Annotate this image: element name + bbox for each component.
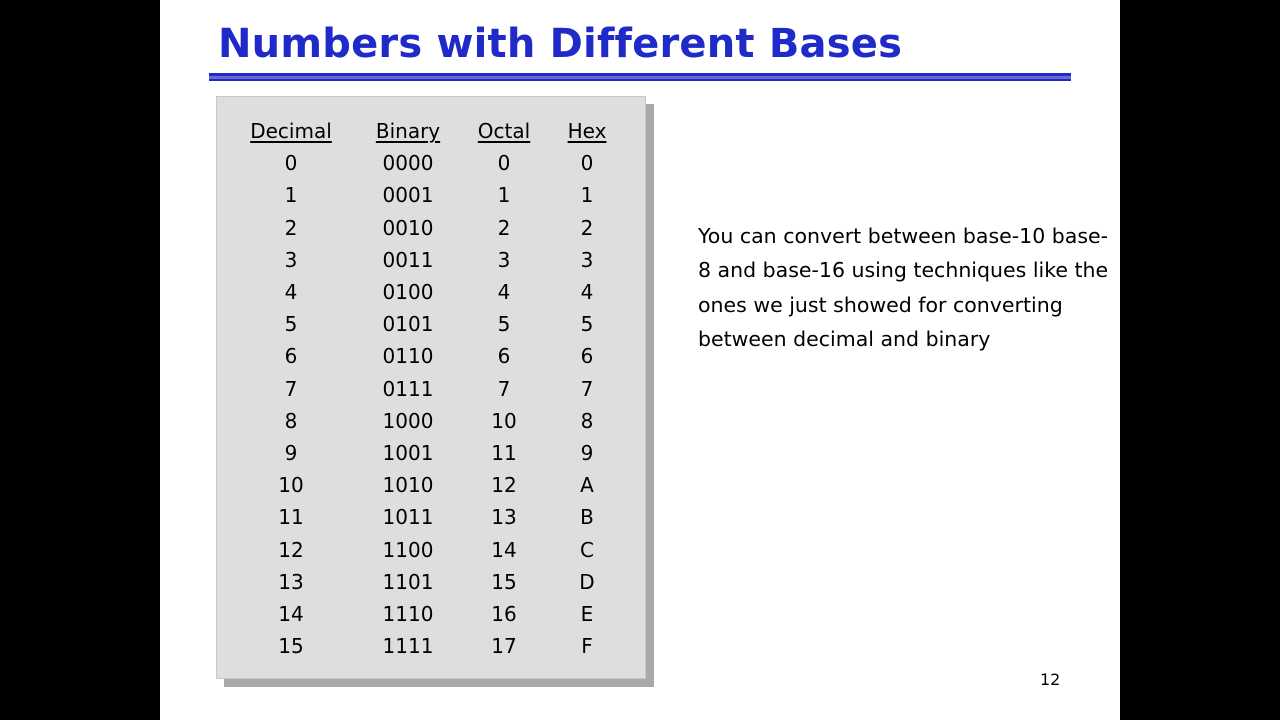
cell-hex: 3 <box>580 247 594 272</box>
cell-decimal: 12 <box>278 537 304 562</box>
cell-binary: 1010 <box>382 473 434 498</box>
cell-octal: 10 <box>491 408 517 433</box>
cell-octal: 14 <box>491 537 517 562</box>
cell-binary: 0111 <box>382 376 434 401</box>
table-row <box>229 598 629 630</box>
table-row <box>229 437 629 469</box>
cell-decimal: 6 <box>284 344 298 369</box>
slide-title: Numbers with Different Bases <box>218 21 903 67</box>
cell-binary: 1110 <box>382 601 434 626</box>
cell-binary: 0010 <box>382 215 434 240</box>
cell-hex: 4 <box>580 280 594 305</box>
cell-decimal: 7 <box>284 376 298 401</box>
cell-decimal: 9 <box>284 440 298 465</box>
cell-hex: 5 <box>580 312 594 337</box>
header-octal: Octal <box>477 119 531 144</box>
header-decimal: Decimal <box>250 119 332 144</box>
cell-octal: 17 <box>491 634 517 659</box>
cell-octal: 7 <box>497 376 511 401</box>
header-hex: Hex <box>567 119 607 144</box>
cell-octal: 12 <box>491 473 517 498</box>
cell-hex: 6 <box>580 344 594 369</box>
cell-binary: 1001 <box>382 440 434 465</box>
cell-decimal: 4 <box>284 280 298 305</box>
cell-decimal: 3 <box>284 247 298 272</box>
cell-hex: 8 <box>580 408 594 433</box>
cell-decimal: 15 <box>278 634 304 659</box>
table-row <box>229 244 629 276</box>
cell-binary: 0100 <box>382 280 434 305</box>
cell-binary: 1100 <box>382 537 434 562</box>
cell-binary: 0011 <box>382 247 434 272</box>
cell-binary: 0101 <box>382 312 434 337</box>
cell-octal: 5 <box>497 312 511 337</box>
cell-hex: 1 <box>580 183 594 208</box>
cell-decimal: 11 <box>278 505 304 530</box>
cell-hex: A <box>580 473 594 498</box>
cell-binary: 0000 <box>382 151 434 176</box>
cell-hex: 0 <box>580 151 594 176</box>
cell-octal: 4 <box>497 280 511 305</box>
cell-decimal: 8 <box>284 408 298 433</box>
table-row <box>229 469 629 501</box>
cell-hex: B <box>580 505 594 530</box>
table-body <box>229 147 629 662</box>
cell-hex: 7 <box>580 376 594 401</box>
slide <box>160 0 1120 720</box>
page-number: 12 <box>1040 670 1061 689</box>
cell-octal: 2 <box>497 215 511 240</box>
table-row <box>229 179 629 211</box>
cell-octal: 13 <box>491 505 517 530</box>
cell-octal: 1 <box>497 183 511 208</box>
cell-decimal: 13 <box>278 569 304 594</box>
cell-binary: 1101 <box>382 569 434 594</box>
cell-binary: 1111 <box>382 634 434 659</box>
base-conversion-table-panel <box>216 96 646 679</box>
cell-decimal: 14 <box>278 601 304 626</box>
cell-octal: 6 <box>497 344 511 369</box>
cell-hex: F <box>581 634 593 659</box>
table-row <box>229 630 629 662</box>
cell-hex: E <box>580 601 594 626</box>
cell-binary: 1000 <box>382 408 434 433</box>
cell-decimal: 0 <box>284 151 298 176</box>
cell-decimal: 10 <box>278 473 304 498</box>
cell-hex: C <box>580 537 594 562</box>
cell-octal: 16 <box>491 601 517 626</box>
header-binary: Binary <box>375 119 441 144</box>
cell-octal: 3 <box>497 247 511 272</box>
table-header-row <box>229 115 629 147</box>
explanation-text: You can convert between base-10 base-8 and base-16 using techniques like the ones we just showed for converting between decimal and binary <box>698 224 1109 352</box>
table-row <box>229 308 629 340</box>
table-row <box>229 405 629 437</box>
cell-octal: 0 <box>497 151 511 176</box>
table-row <box>229 501 629 533</box>
cell-binary: 1011 <box>382 505 434 530</box>
cell-octal: 15 <box>491 569 517 594</box>
cell-decimal: 5 <box>284 312 298 337</box>
table-row <box>229 212 629 244</box>
title-underline-rule <box>209 73 1071 76</box>
table-row <box>229 566 629 598</box>
base-conversion-table <box>229 115 629 662</box>
cell-binary: 0001 <box>382 183 434 208</box>
table-row <box>229 373 629 405</box>
cell-decimal: 1 <box>284 183 298 208</box>
table-row <box>229 340 629 372</box>
cell-binary: 0110 <box>382 344 434 369</box>
table-row <box>229 533 629 565</box>
table-row <box>229 147 629 179</box>
cell-hex: D <box>579 569 595 594</box>
table-row <box>229 276 629 308</box>
cell-hex: 2 <box>580 215 594 240</box>
cell-octal: 11 <box>491 440 517 465</box>
cell-hex: 9 <box>580 440 594 465</box>
cell-decimal: 2 <box>284 215 298 240</box>
